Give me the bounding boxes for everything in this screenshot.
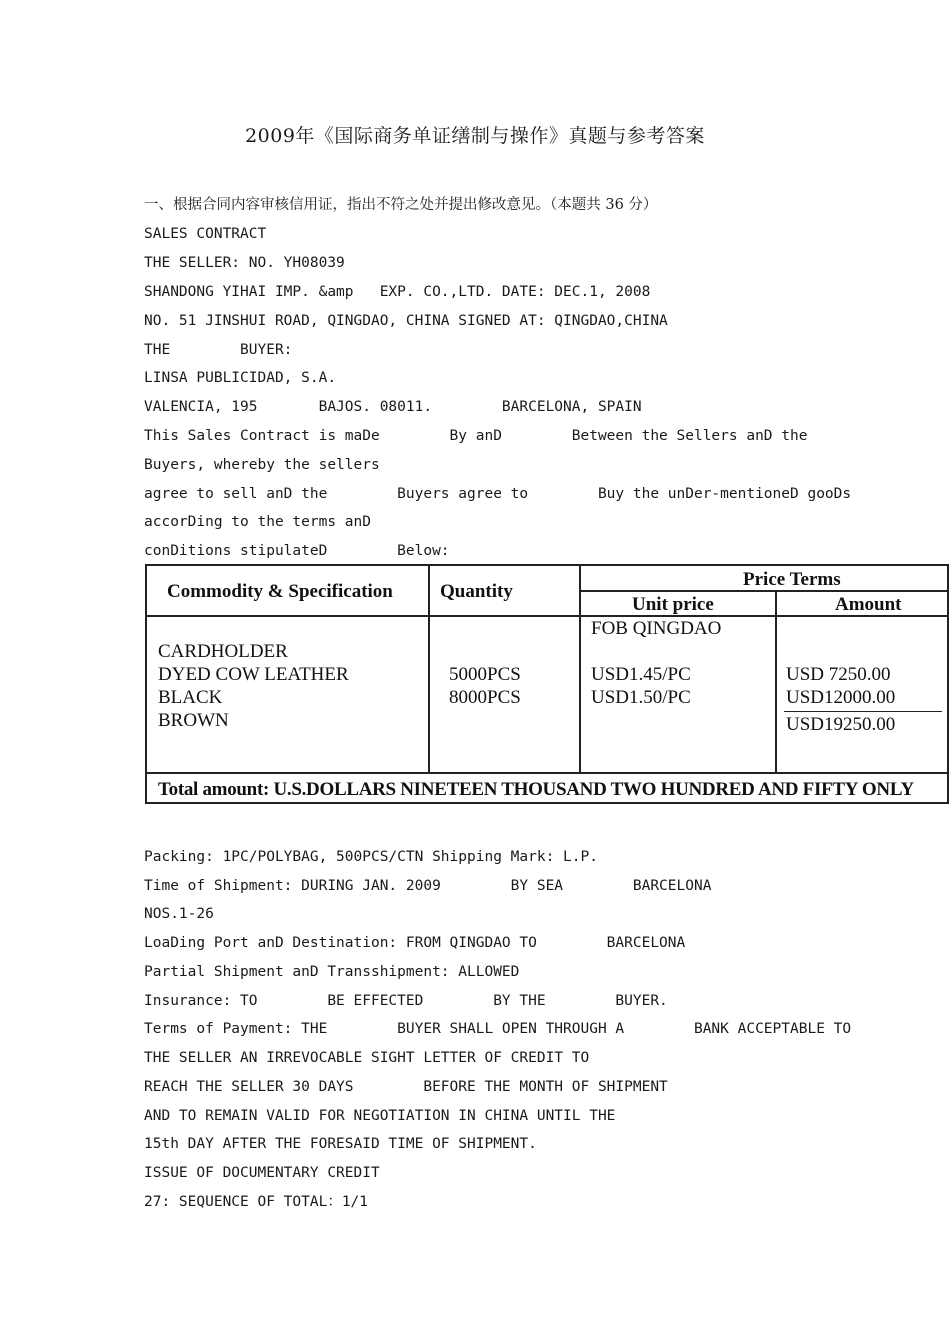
table-divider [579,566,581,774]
header-commodity: Commodity & Specification [167,581,393,602]
contract-line: Terms of Payment: THE BUYER SHALL OPEN THROUGH A BANK ACCEPTABLE TO [144,1021,852,1037]
quantity-value: 5000PCS [449,664,521,685]
price-basis: FOB QINGDAO [591,618,722,639]
contract-line: Insurance: TO BE EFFECTED BY THE BUYER. [144,993,668,1009]
contract-line: REACH THE SELLER 30 DAYS BEFORE THE MONTH OF SHIPMENT [144,1079,668,1095]
header-amount: Amount [835,594,902,615]
table-divider [147,772,949,774]
contract-line: THE SELLER AN IRREVOCABLE SIGHT LETTER OF CREDIT TO [144,1050,590,1066]
contract-line: THE SELLER: NO. YH08039 [144,255,345,271]
contract-line: LoaDing Port anD Destination: FROM QINGDAO TO BARCELONA [144,935,686,951]
contract-line: SALES CONTRACT [144,226,267,242]
contract-line: Buyers, whereby the sellers [144,457,380,473]
contract-line: accorDing to the terms anD [144,514,371,530]
contract-line: SHANDONG YIHAI IMP. &amp EXP. CO.,LTD. DATE: DEC.1, 2008 [144,284,651,300]
section-heading: 一、根据合同内容审核信用证，指出不符之处并提出修改意见。（本题共 36 分） [144,197,658,213]
quantity-value: 8000PCS [449,687,521,708]
page-title: 2009年《国际商务单证缮制与操作》真题与参考答案 [245,125,705,147]
unit-price-value: USD1.45/PC [591,664,691,685]
commodity-line: BROWN [158,710,229,731]
commodity-line: DYED COW LEATHER [158,664,349,685]
amount-total: USD19250.00 [786,714,896,735]
unit-price-value: USD1.50/PC [591,687,691,708]
table-divider [428,566,430,774]
contract-line: Packing: 1PC/POLYBAG, 500PCS/CTN Shipping Mark: L.P. [144,849,598,865]
contract-line: NOS.1-26 [144,906,214,922]
contract-line: VALENCIA, 195 BAJOS. 08011. BARCELONA, SPAIN [144,399,642,415]
total-label: Total amount: [158,779,270,800]
contract-line: agree to sell anD the Buyers agree to Buy the unDer-mentioneD gooDs [144,486,852,502]
total-amount-row [158,778,914,801]
contract-line: Time of Shipment: DURING JAN. 2009 BY SEA BARCELONA [144,878,712,894]
contract-line: Partial Shipment anD Transshipment: ALLOWED [144,964,520,980]
header-unit-price: Unit price [632,594,714,615]
table-divider [775,592,777,774]
contract-line: This Sales Contract is maDe By anD Between the Sellers anD the [144,428,808,444]
amount-value: USD12000.00 [786,687,896,708]
header-price-terms: Price Terms [743,569,841,590]
contract-line: ISSUE OF DOCUMENTARY CREDIT [144,1165,380,1181]
contract-line: NO. 51 JINSHUI ROAD, QINGDAO, CHINA SIGNED AT: QINGDAO,CHINA [144,313,668,329]
contract-line: LINSA PUBLICIDAD, S.A. [144,370,337,386]
commodity-line: CARDHOLDER [158,641,288,662]
contract-line: 27: SEQUENCE OF TOTAL：1/1 [144,1194,369,1210]
contract-table [145,564,949,804]
contract-line: conDitions stipulateD Below: [144,543,450,559]
contract-line: THE BUYER: [144,342,293,358]
total-words: U.S.DOLLARS NINETEEN THOUSAND TWO HUNDRED AND FIFTY ONLY [273,779,914,800]
header-quantity: Quantity [440,581,513,602]
subtotal-rule [784,711,942,712]
table-divider [147,615,949,617]
commodity-line: BLACK [158,687,223,708]
contract-line: AND TO REMAIN VALID FOR NEGOTIATION IN CHINA UNTIL THE [144,1108,616,1124]
amount-value: USD 7250.00 [786,664,891,685]
contract-line: 15th DAY AFTER THE FORESAID TIME OF SHIPMENT. [144,1136,537,1152]
